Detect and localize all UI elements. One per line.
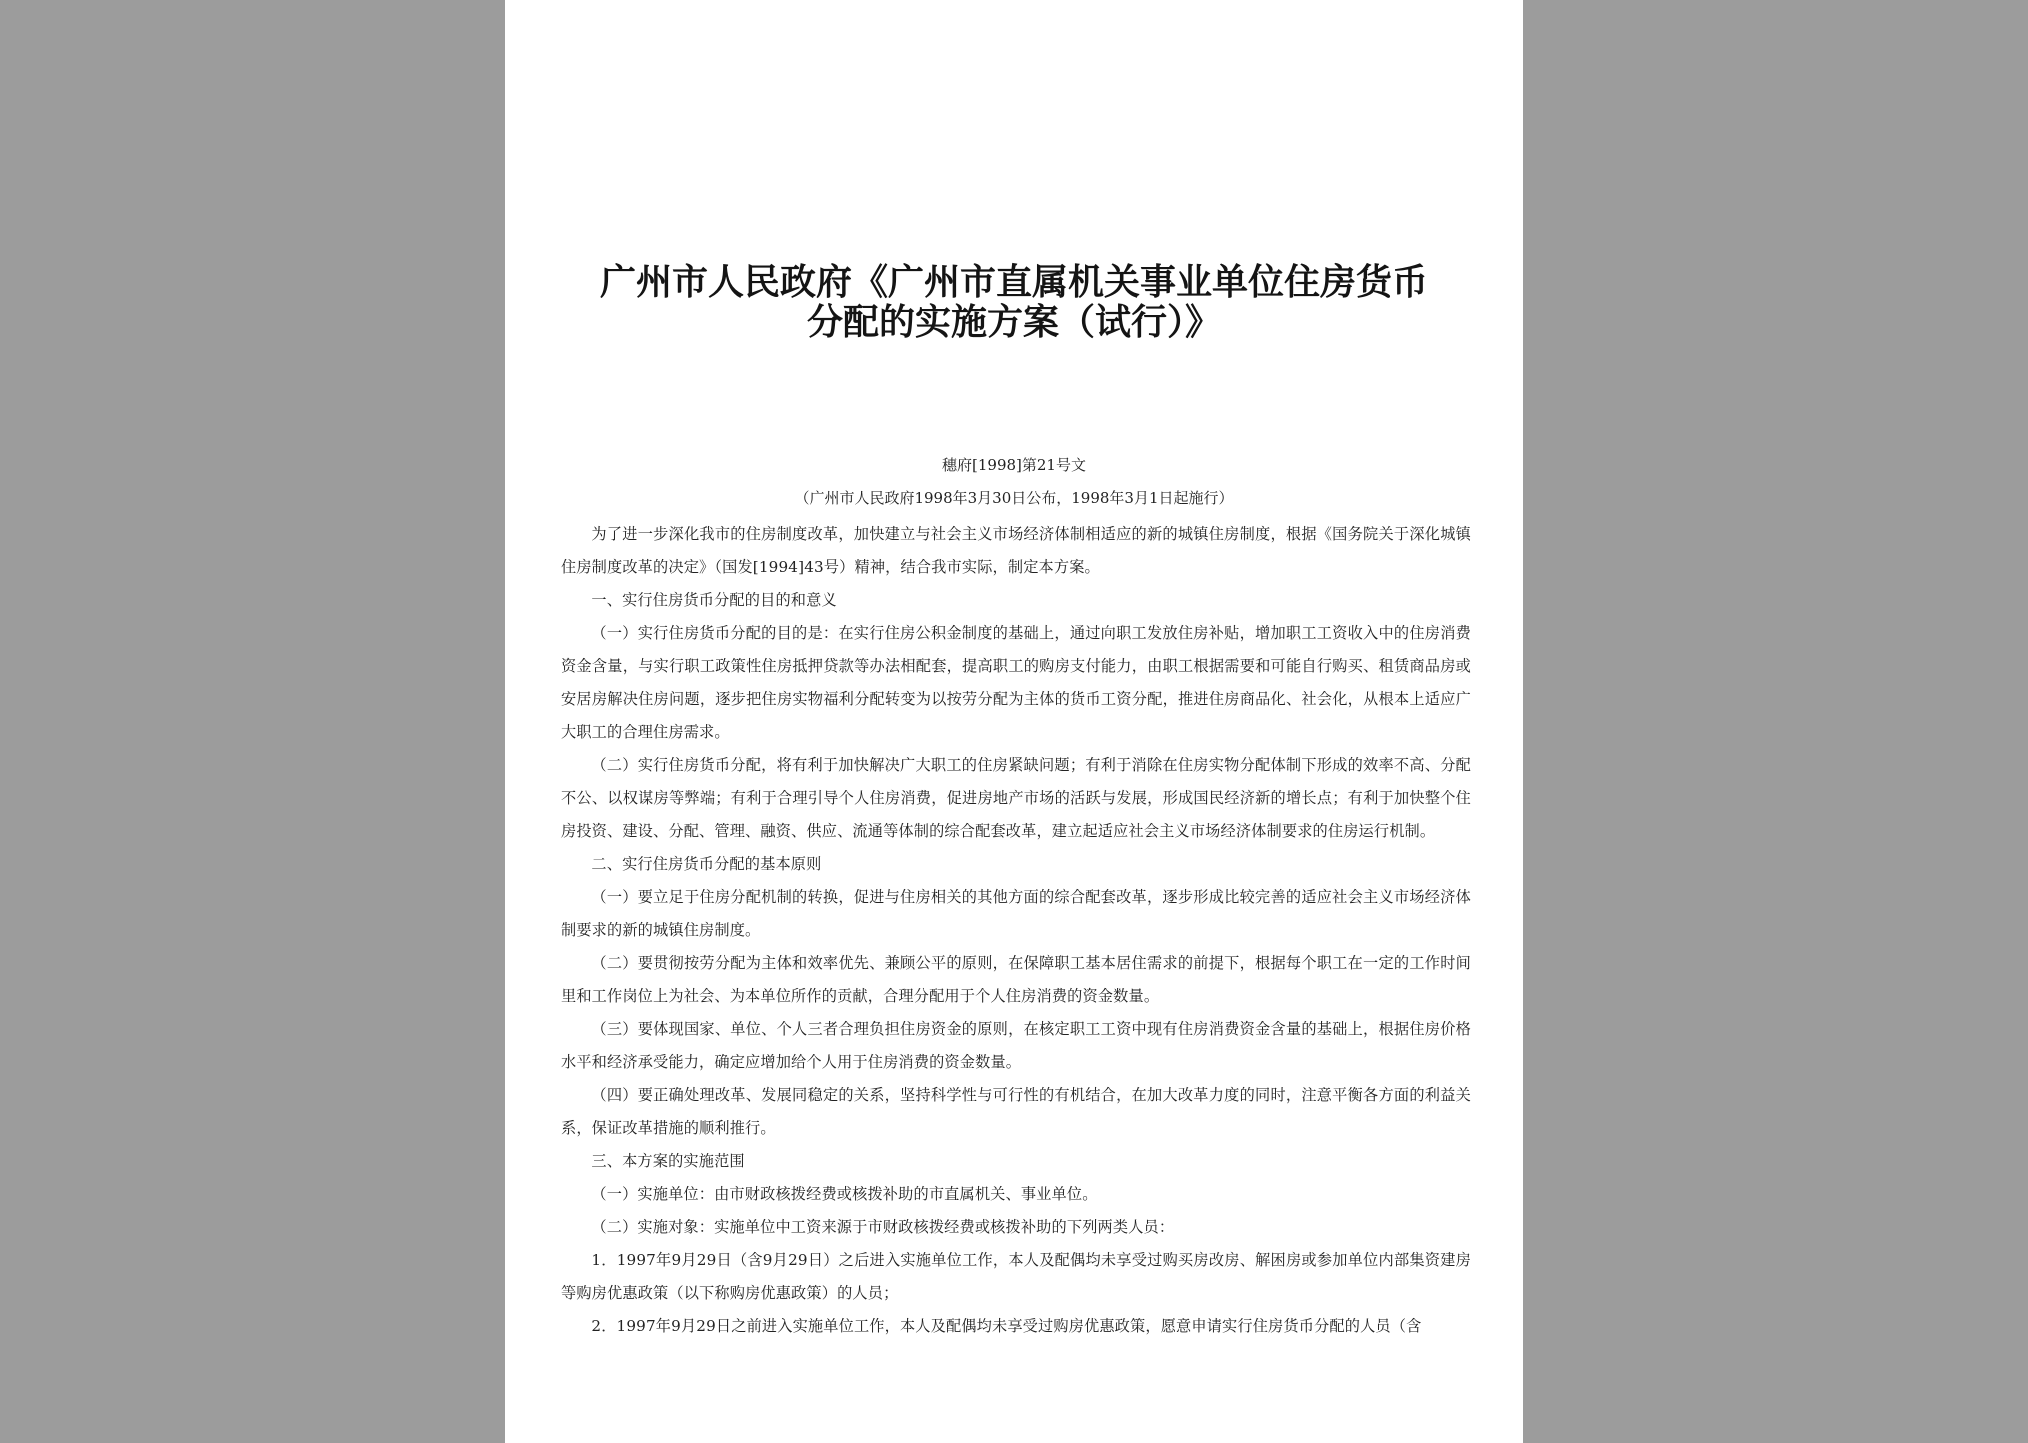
body-paragraph: （二）实施对象：实施单位中工资来源于市财政核拨经费或核拨补助的下列两类人员： [591,1218,1175,1236]
body-paragraph: （二）实行住房货币分配，将有利于加快解决广大职工的住房紧缺问题；有利于消除在住房实物分配体制下形成的效率不高、分配不公、以权谋房等弊端；有利于合理引导个人住房消费，促进房地产市场的活跃与发展，形成国民经济新的增长点；有利于加快整个住房投资、建设、分配、管理、融资、供应、流通等体制的综合配套改革，建立起适应社会主义市场经济体制要求的住房运行机制。 [561,756,1471,840]
document-number: 穗府[1998]第21号文 [942,456,1086,474]
body-paragraph: （一）实施单位：由市财政核拨经费或核拨补助的市直属机关、事业单位。 [591,1185,1098,1203]
body-paragraph: 1．1997年9月29日（含9月29日）之后进入实施单位工作，本人及配偶均未享受过购买房改房、解困房或参加单位内部集资建房等购房优惠政策（以下称购房优惠政策）的人员； [561,1251,1471,1302]
body-paragraph: （三）要体现国家、单位、个人三者合理负担住房资金的原则，在核定职工工资中现有住房消费资金含量的基础上，根据住房价格水平和经济承受能力，确定应增加给个人用于住房消费的资金数量。 [561,1020,1471,1071]
section-heading: 三、本方案的实施范围 [591,1152,745,1170]
body-paragraph: 2．1997年9月29日之前进入实施单位工作，本人及配偶均未享受过购房优惠政策，愿意申请实行住房货币分配的人员（含 [591,1317,1422,1335]
body-paragraph: （四）要正确处理改革、发展同稳定的关系，坚持科学性与可行性的有机结合，在加大改革力度的同时，注意平衡各方面的利益关系，保证改革措施的顺利推行。 [561,1086,1471,1137]
body-paragraph: （二）要贯彻按劳分配为主体和效率优先、兼顾公平的原则，在保障职工基本居住需求的前提下，根据每个职工在一定的工作时间里和工作岗位上为社会、为本单位所作的贡献，合理分配用于个人住房消费的资金数量。 [561,954,1471,1005]
section-heading: 二、实行住房货币分配的基本原则 [591,855,822,873]
document-page [505,0,1523,1443]
body-paragraph: 为了进一步深化我市的住房制度改革，加快建立与社会主义市场经济体制相适应的新的城镇住房制度，根据《国务院关于深化城镇住房制度改革的决定》（国发[1994]43号）精神，结合我市实际，制定本方案。 [561,525,1471,576]
title-line: 分配的实施方案（试行）》 [806,301,1221,343]
promulgation-note: （广州市人民政府1998年3月30日公布，1998年3月1日起施行） [794,489,1234,507]
body-paragraph: （一）要立足于住房分配机制的转换，促进与住房相关的其他方面的综合配套改革，逐步形成比较完善的适应社会主义市场经济体制要求的新的城镇住房制度。 [561,888,1471,939]
title-line: 广州市人民政府《广州市直属机关事业单位住房货币 [599,261,1428,303]
document-body [561,518,1471,1343]
section-heading: 一、实行住房货币分配的目的和意义 [591,591,837,609]
document-title [505,262,1523,342]
body-paragraph: （一）实行住房货币分配的目的是：在实行住房公积金制度的基础上，通过向职工发放住房补贴，增加职工工资收入中的住房消费资金含量，与实行职工政策性住房抵押贷款等办法相配套，提高职工的购房支付能力，由职工根据需要和可能自行购买、租赁商品房或安居房解决住房问题，逐步把住房实物福利分配转变为以按劳分配为主体的货币工资分配，推进住房商品化、社会化，从根本上适应广大职工的合理住房需求。 [561,624,1471,741]
